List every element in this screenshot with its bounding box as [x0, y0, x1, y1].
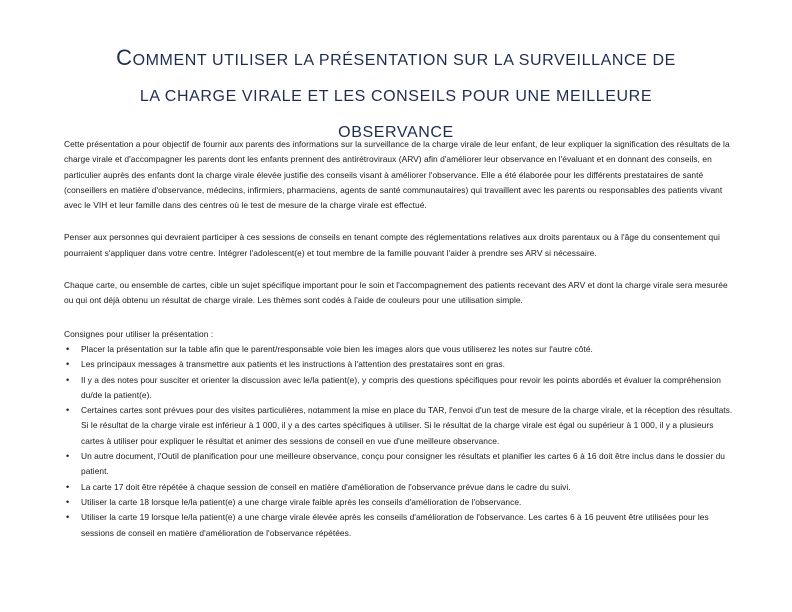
intro-paragraph: Cette présentation a pour objectif de fournir aux parents des informations sur la surveillance de la charge virale de leur enfant, de leur expliquer la signification des résultats de la charge virale et d'accompagner les parents dont les enfants prennent des antirétroviraux (ARV) afin d'améliorer leur observance en l'évaluant et en donnant des conseils, en particulier auprès des enfants dont la charge virale élevée justifie des conseils visant à améliorer l'observance. Elle a été élaborée pour les différents prestataires de santé (conseillers en matière d'observance, médecins, infirmiers, pharmaciens, agents de santé communautaires) qui travaillent avec les parents ou responsables des patients vivant avec le VIH et leur famille dans des centres où le test de mesure de la charge virale est effectué. — [64, 139, 730, 211]
title-initial: C — [116, 45, 133, 70]
instruction-text: Utiliser la carte 18 lorsque le/la patient(e) a une charge virale faible après les conseils d'amélioration de l'observance. — [81, 496, 522, 507]
instruction-item — [64, 495, 738, 510]
instruction-item — [64, 480, 738, 495]
title-line-2: LA CHARGE VIRALE ET LES CONSEILS POUR UNE MEILLEURE — [139, 88, 653, 105]
instruction-text: La carte 17 doit être répétée à chaque session de conseil en matière d'amélioration de l'observance prévue dans le cadre du suivi. — [81, 481, 571, 492]
instruction-item — [64, 449, 738, 480]
cards-paragraph: Chaque carte, ou ensemble de cartes, cible un sujet spécifique important pour le soin et l'accompagnement des patients recevant des ARV et dont la charge virale sera mesurée ou qui ont déjà obtenu un résultat de charge virale. Les thèmes sont codés à l'aide de couleurs pour une utilisation simple. — [64, 280, 728, 306]
instruction-text: Certaines cartes sont prévues pour des visites particulières, notamment la mise en place du TAR, l'envoi d'un test de mesure de la charge virale, et la réception des résultats. Si le résultat de la charge virale est inférieur à 1 000, il y a des cartes spécifiques à utiliser. Si le résultat de la charge virale est égal ou supérieur à 1 000, il y a plusieurs cartes à utiliser pour expliquer le résultat et animer des sessions de conseil en vue d'une meilleure observance. — [81, 405, 733, 446]
bullet-icon: • — [66, 374, 70, 385]
bullet-icon: • — [66, 359, 70, 370]
instructions-list — [64, 342, 738, 541]
title-line-1-text: OMMENT UTILISER LA PRÉSENTATION SUR LA SURVEILLANCE DE — [132, 52, 676, 69]
instruction-text: Les principaux messages à transmettre aux patients et les instructions à l'attention des prestataires sont en gras. — [81, 359, 505, 370]
instruction-item — [64, 510, 738, 541]
page-title — [20, 40, 772, 151]
instruction-item — [64, 373, 738, 404]
instructions-heading: Consignes pour utiliser la présentation : — [64, 328, 214, 339]
instruction-text: Utiliser la carte 19 lorsque le/la patient(e) a une charge virale élevée après les conseils d'amélioration de l'observance. Les cartes 6 à 16 peuvent être utilisées pour les sessions de conseil en matière d'amélioration de l'observance répétées. — [81, 512, 709, 538]
bullet-icon: • — [66, 405, 70, 416]
instruction-item — [64, 357, 738, 372]
bullet-icon: • — [66, 343, 70, 354]
title-line-3: OBSERVANCE — [338, 124, 454, 141]
instruction-text: Un autre document, l'Outil de planification pour une meilleure observance, conçu pour consigner les résultats et planifier les cartes 6 à 16 doit être inclus dans le dossier du patient. — [81, 451, 725, 477]
instruction-item — [64, 342, 738, 357]
instruction-text: Il y a des notes pour susciter et orienter la discussion avec le/la patient(e), y compris des questions spécifiques pour revoir les points abordés et évaluer la compréhension du/de la patient(e). — [81, 374, 721, 400]
instruction-item — [64, 403, 738, 449]
document-body — [64, 137, 738, 541]
instruction-text: Placer la présentation sur la table afin que le parent/responsable voie bien les images alors que vous utiliserez les notes sur l'autre côté. — [81, 343, 593, 354]
bullet-icon: • — [66, 451, 70, 462]
title-line-1 — [20, 40, 772, 79]
bullet-icon: • — [66, 481, 70, 492]
bullet-icon: • — [66, 512, 70, 523]
participants-paragraph: Penser aux personnes qui devraient participer à ces sessions de conseils en tenant compte des réglementations relatives aux droits parentaux ou à l'âge du consentement qui pourraient s'appliquer dans votre centre. Intégrer l'adolescent(e) et tout membre de la famille pouvant l'aider à prendre ses ARV si nécessaire. — [64, 232, 720, 258]
bullet-icon: • — [66, 496, 70, 507]
